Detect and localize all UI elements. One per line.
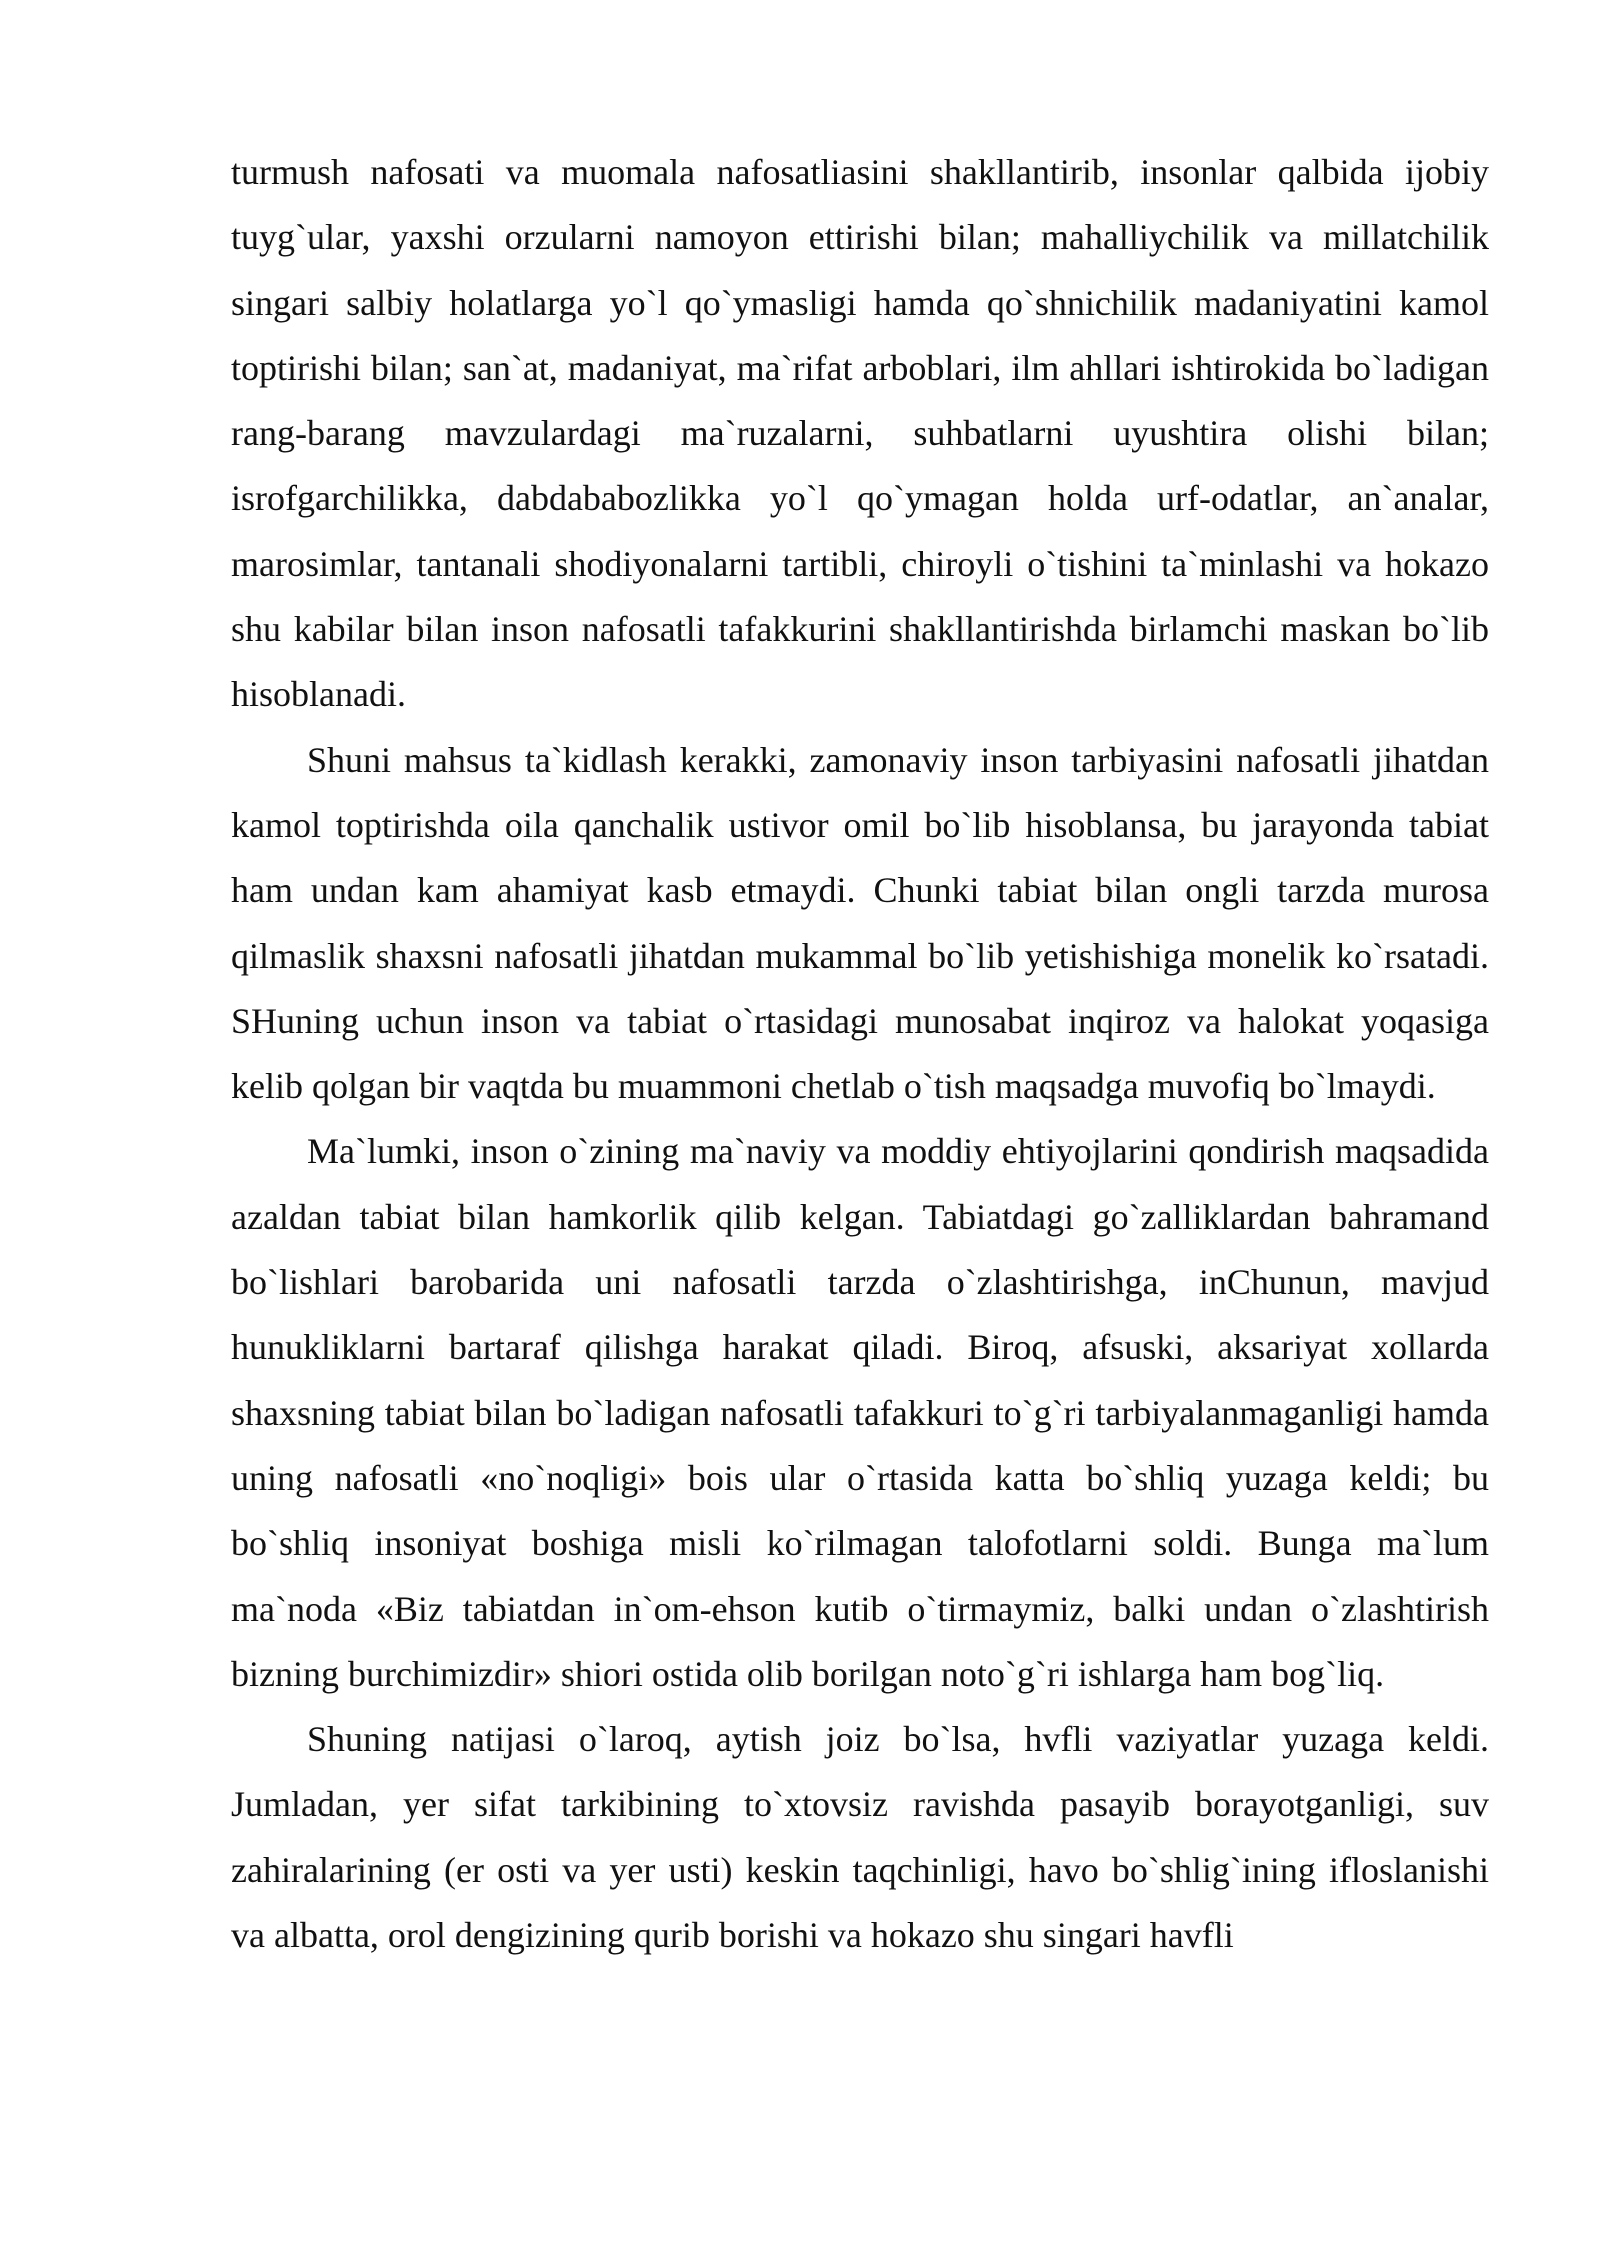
paragraph-1: turmush nafosati va muomala nafosatliasini shakllantirib, insonlar qalbida ijobiy tuyg`ular, yaxshi orzularni namoyon ettirishi bilan; mahalliychilik va millatchilik singari salbiy holatlarga yo`l qo`ymasligi hamda qo`shnichilik madaniyatini kamol toptirishi bilan; san`at, madaniyat, ma`rifat arboblari, ilm ahllari ishtirokida bo`ladigan rang-barang mavzulardagi ma`ruzalarni, suhbatlarni uyushtira olishi bilan; isrofgarchilikka, dabdababozlikka yo`l qo`ymagan holda urf-odatlar, an`analar, marosimlar, tantanali shodiyonalarni tartibli, chiroyli o`tishini ta`minlashi va hokazo shu kabilar bilan inson nafosatli tafakkurini shakllantirishda birlamchi maskan bo`lib hisoblanadi. [231,152,1489,715]
document-page [231,140,1489,1968]
paragraph-2: Shuni mahsus ta`kidlash kerakki, zamonaviy inson tarbiyasini nafosatli jihatdan kamol toptirishda oila qanchalik ustivor omil bo`lib hisoblansa, bu jarayonda tabiat ham undan kam ahamiyat kasb etmaydi. Chunki tabiat bilan ongli tarzda murosa qilmaslik shaxsni nafosatli jihatdan mukammal bo`lib yetishishiga monelik ko`rsatadi. SHuning uchun inson va tabiat o`rtasidagi munosabat inqiroz va halokat yoqasiga kelib qolgan bir vaqtda bu muammoni chetlab o`tish maqsadga muvofiq bo`lmaydi. [231,739,1489,1107]
paragraph-3: Ma`lumki, inson o`zining ma`naviy va moddiy ehtiyojlarini qondirish maqsadida azaldan tabiat bilan hamkorlik qilib kelgan. Tabiatdagi go`zalliklardan bahramand bo`lishlari barobarida uni nafosatli tarzda o`zlashtirishga, inChunun, mavjud hunukliklarni bartaraf qilishga harakat qiladi. Biroq, afsuski, aksariyat xollarda shaxsning tabiat bilan bo`ladigan nafosatli tafakkuri to`g`ri tarbiyalanmaganligi hamda uning nafosatli «no`noqligi» bois ular o`rtasida katta bo`shliq yuzaga keldi; bu bo`shliq insoniyat boshiga misli ko`rilmagan talofotlarni soldi. Bunga ma`lum ma`noda «Biz tabiatdan in`om-ehson kutib o`tirmaymiz, balki undan o`zlashtirish bizning burchimizdir» shiori ostida olib borilgan noto`g`ri ishlarga ham bog`liq. [231,1131,1489,1694]
paragraph-4: Shuning natijasi o`laroq, aytish joiz bo`lsa, hvfli vaziyatlar yuzaga keldi. Jumladan, yer sifat tarkibining to`xtovsiz ravishda pasayib borayotganligi, suv zahiralarining (er osti va yer usti) keskin taqchinligi, havo bo`shlig`ining ifloslanishi va albatta, orol dengizining qurib borishi va hokazo shu singari havfli [231,1719,1489,1956]
